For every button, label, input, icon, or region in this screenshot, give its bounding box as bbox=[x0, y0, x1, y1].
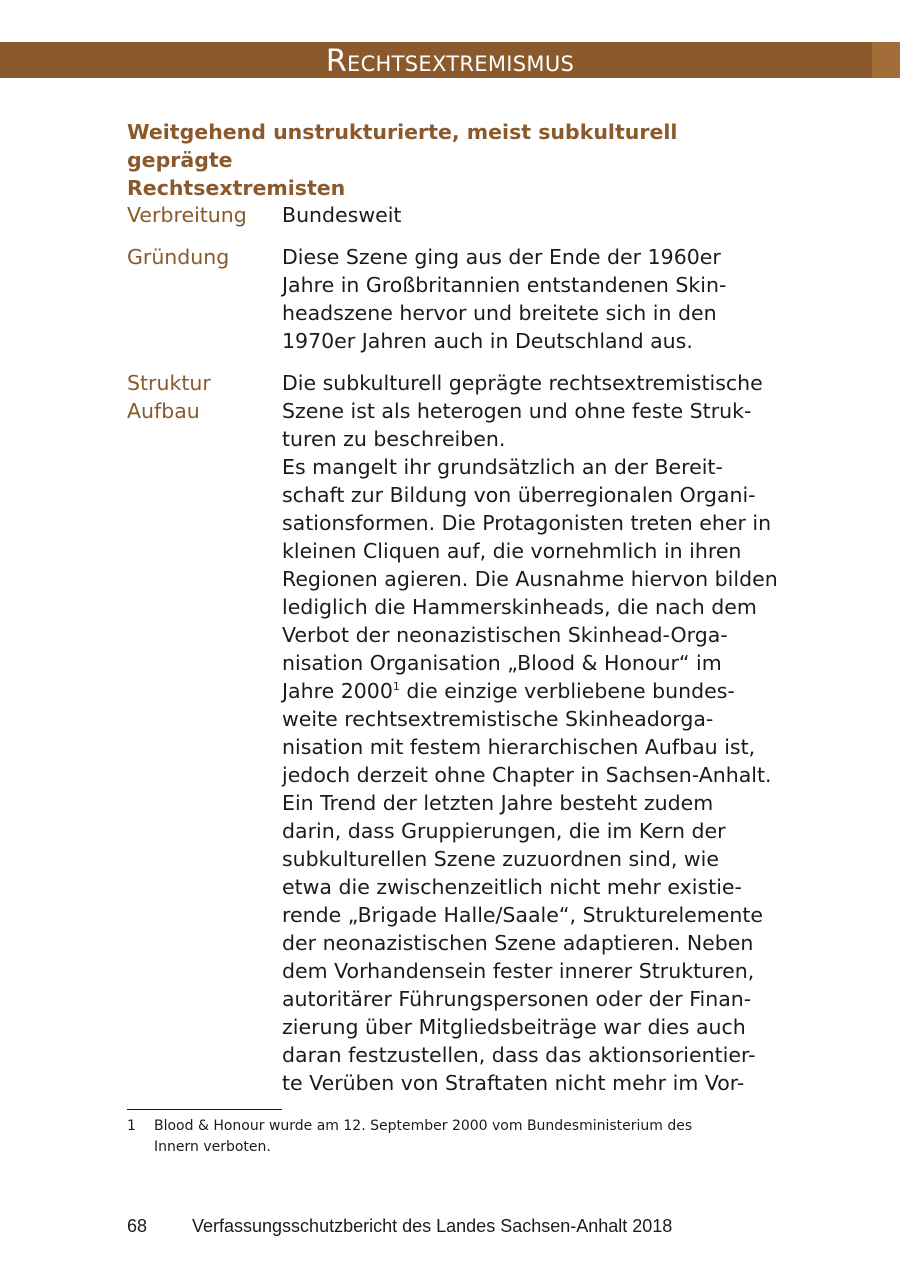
text-line: der neonazistischen Szene adaptieren. Neben bbox=[282, 931, 754, 955]
footnote-text bbox=[154, 1116, 744, 1158]
text-line: rende „Brigade Halle/Saale“, Strukturelemente bbox=[282, 903, 763, 927]
text-line: Diese Szene ging aus der Ende der 1960er bbox=[282, 245, 721, 269]
text-line: sationsformen. Die Protagonisten treten eher in bbox=[282, 511, 772, 535]
text-line: Regionen agieren. Die Ausnahme hiervon bilden bbox=[282, 567, 778, 591]
text-line: schaft zur Bildung von überregionalen Organi- bbox=[282, 483, 756, 507]
text-line-with-footnote bbox=[282, 677, 782, 705]
label-verbreitung: Verbreitung bbox=[127, 203, 247, 227]
footnote-line: Innern verboten. bbox=[154, 1139, 271, 1155]
text-line: Verbot der neonazistischen Skinhead-Orga- bbox=[282, 623, 728, 647]
label-struktur-aufbau bbox=[127, 369, 211, 425]
value-verbreitung bbox=[282, 201, 782, 229]
text-line: te Verüben von Straftaten nicht mehr im Vor- bbox=[282, 1071, 745, 1095]
section-subtitle bbox=[127, 118, 767, 202]
label-line: Aufbau bbox=[127, 399, 200, 423]
text-line: lediglich die Hammerskinheads, die nach dem bbox=[282, 595, 757, 619]
text-line: Die subkulturell geprägte rechtsextremistische bbox=[282, 371, 763, 395]
text-line: Bundesweit bbox=[282, 203, 402, 227]
page-number: 68 bbox=[127, 1216, 148, 1236]
text-line: etwa die zwischenzeitlich nicht mehr existie- bbox=[282, 875, 742, 899]
footnote-number: 1 bbox=[127, 1118, 136, 1134]
text-line: subkulturellen Szene zuzuordnen sind, wie bbox=[282, 847, 719, 871]
footer-publication-title: Verfassungsschutzbericht des Landes Sachsen-Anhalt 2018 bbox=[192, 1216, 673, 1236]
text-line: jedoch derzeit ohne Chapter in Sachsen-Anhalt. bbox=[282, 763, 772, 787]
label-gruendung: Gründung bbox=[127, 245, 230, 269]
value-gruendung bbox=[282, 243, 782, 355]
text-line: headszene hervor und breitete sich in den bbox=[282, 301, 717, 325]
text-line: nisation mit festem hierarchischen Aufbau ist, bbox=[282, 735, 756, 759]
footnote-divider bbox=[127, 1109, 282, 1110]
chapter-title: Rechtsextremismus bbox=[325, 44, 575, 79]
text-line: dem Vorhandensein fester innerer Strukturen, bbox=[282, 959, 755, 983]
text-fragment: Jahre 2000 bbox=[282, 679, 393, 703]
text-line: kleinen Cliquen auf, die vornehmlich in ihren bbox=[282, 539, 742, 563]
text-line: Szene ist als heterogen und ohne feste Struk- bbox=[282, 399, 752, 423]
value-struktur bbox=[282, 369, 782, 1097]
text-line: zierung über Mitgliedsbeiträge war dies auch bbox=[282, 1015, 746, 1039]
text-line: autoritärer Führungspersonen oder der Finan- bbox=[282, 987, 752, 1011]
text-line: turen zu beschreiben. bbox=[282, 427, 506, 451]
text-line: weite rechtsextremistische Skinheadorga- bbox=[282, 707, 714, 731]
footnote-reference[interactable]: 1 bbox=[392, 680, 400, 694]
text-line: 1970er Jahren auch in Deutschland aus. bbox=[282, 329, 693, 353]
text-line: Jahre in Großbritannien entstandenen Skin- bbox=[282, 273, 727, 297]
text-line: nisation Organisation „Blood & Honour“ im bbox=[282, 651, 722, 675]
text-line: daran festzustellen, dass das aktionsorientier- bbox=[282, 1043, 756, 1067]
text-line: darin, dass Gruppierungen, die im Kern der bbox=[282, 819, 726, 843]
subtitle-line: Weitgehend unstrukturierte, meist subkulturell geprägte bbox=[127, 120, 678, 172]
text-line: Ein Trend der letzten Jahre besteht zudem bbox=[282, 791, 714, 815]
text-fragment: die einzige verbliebene bundes- bbox=[399, 679, 735, 703]
subtitle-line: Rechtsextremisten bbox=[127, 176, 346, 200]
footnote-line: Blood & Honour wurde am 12. September 2000 vom Bundesministerium des bbox=[154, 1118, 693, 1134]
label-line: Struktur bbox=[127, 371, 211, 395]
text-line: Es mangelt ihr grundsätzlich an der Bereit- bbox=[282, 455, 723, 479]
